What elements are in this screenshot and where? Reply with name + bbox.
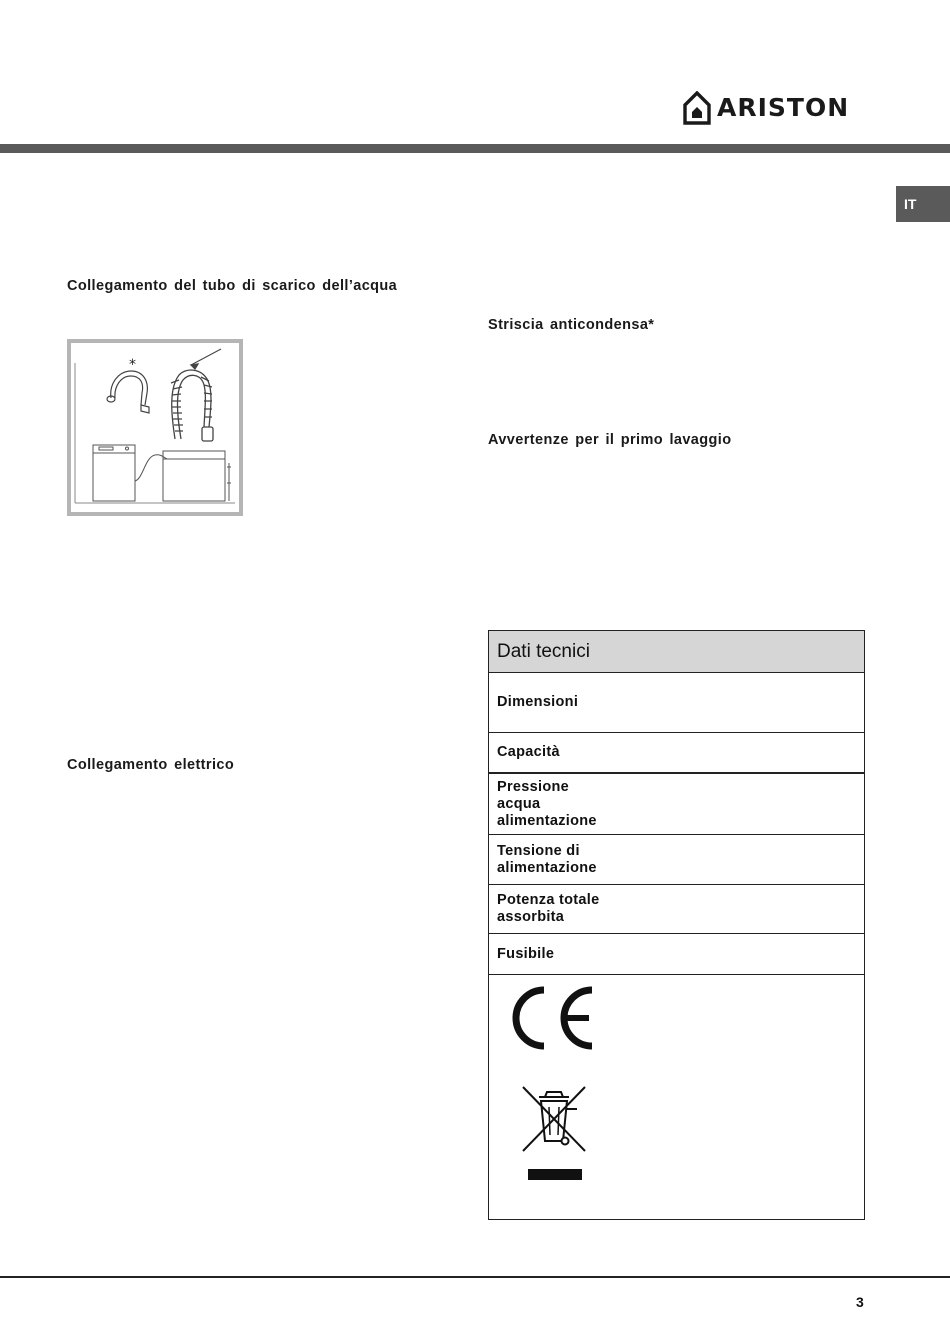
electrical-heading: Collegamento elettrico bbox=[67, 757, 235, 773]
dishwasher-icon bbox=[93, 445, 135, 501]
row-label-capacity: Capacità bbox=[497, 744, 560, 760]
brand-name: ARISTON bbox=[717, 93, 850, 122]
sink-icon bbox=[135, 451, 231, 501]
first-wash-heading: Avvertenze per il primo lavaggio bbox=[488, 432, 732, 448]
language-tab: IT bbox=[896, 186, 950, 222]
table-row bbox=[489, 934, 864, 975]
technical-data-title: Dati tecnici bbox=[489, 631, 864, 673]
row-label-dimensions: Dimensioni bbox=[497, 694, 579, 710]
table-row bbox=[489, 885, 864, 934]
brand-logo bbox=[683, 91, 849, 125]
table-row bbox=[489, 835, 864, 885]
row-label-water-pressure: Pressione acqua alimentazione bbox=[497, 778, 597, 829]
footer-rule bbox=[0, 1276, 950, 1278]
row-label-voltage: Tensione di alimentazione bbox=[497, 842, 597, 876]
figure-asterisk: * bbox=[129, 357, 136, 373]
drain-hose-figure bbox=[67, 339, 243, 516]
table-row bbox=[489, 673, 864, 733]
ce-mark-icon bbox=[511, 985, 595, 1051]
drain-hose-icon bbox=[171, 349, 221, 441]
technical-data-table bbox=[488, 630, 865, 1220]
compliance-marks bbox=[489, 975, 864, 1220]
page-number: 3 bbox=[856, 1294, 864, 1310]
hose-hook-icon bbox=[107, 371, 149, 413]
header-bar bbox=[0, 144, 950, 153]
house-outline-icon bbox=[683, 91, 711, 125]
drain-heading: Collegamento del tubo di scarico dell’acqua bbox=[67, 278, 398, 294]
condensation-strip-heading: Striscia anticondensa* bbox=[488, 317, 655, 333]
table-row bbox=[489, 733, 864, 774]
table-row bbox=[489, 774, 864, 835]
row-label-fuse: Fusibile bbox=[497, 945, 555, 962]
row-label-power: Potenza totale assorbita bbox=[497, 892, 600, 925]
crossed-out-wheelie-bin-icon bbox=[521, 1083, 587, 1183]
